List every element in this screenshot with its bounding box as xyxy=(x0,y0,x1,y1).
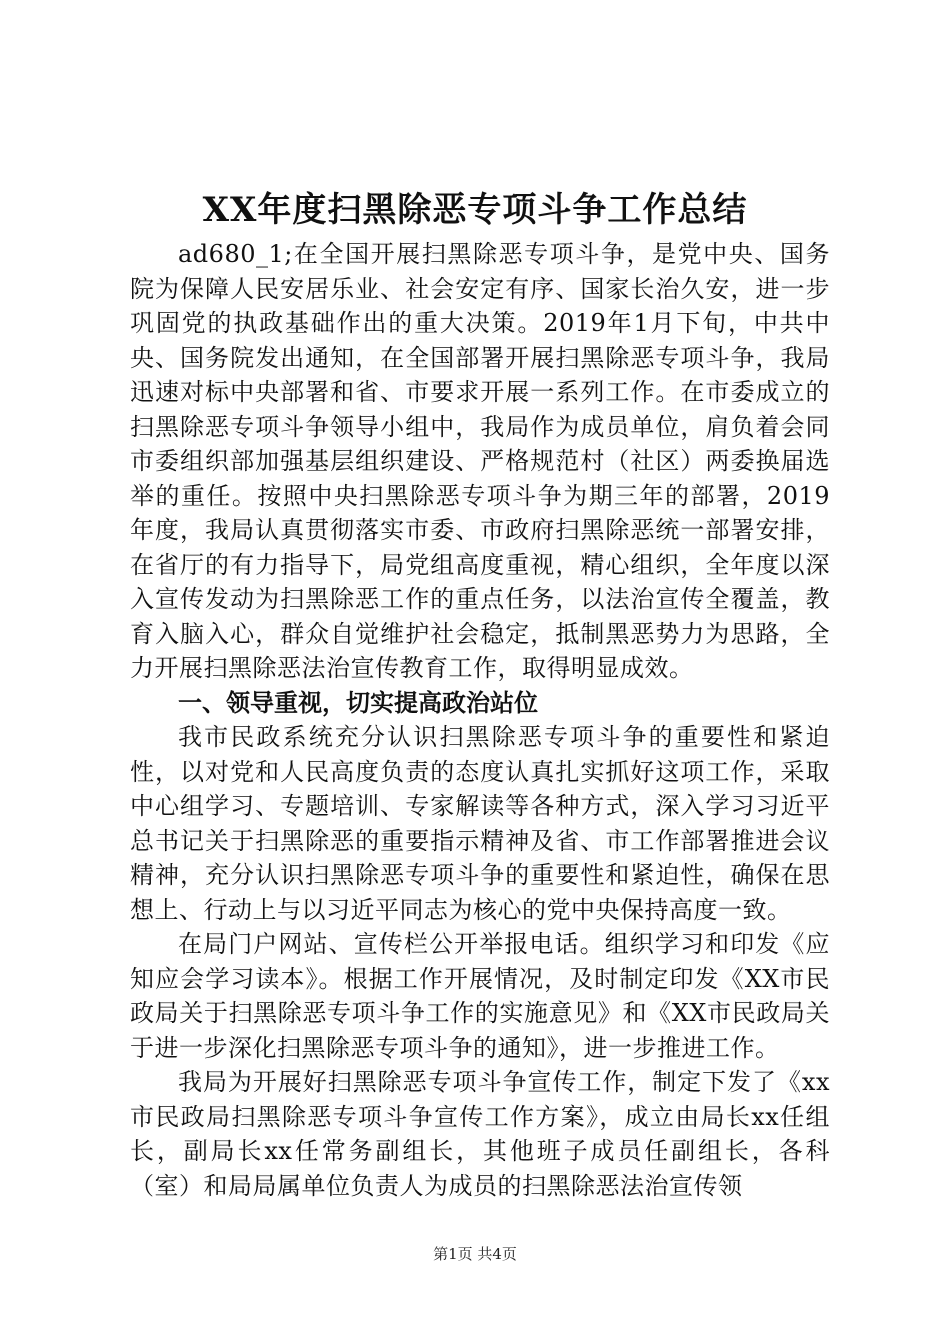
paragraph-intro: ad680_1;在全国开展扫黑除恶专项斗争，是党中央、国务院为保障人民安居乐业、社会安定有序、国家长治久安，进一步巩固党的执政基础作出的重大决策。2019年1月下旬，中共中央、国务院发出通知，在全国部署开展扫黑除恶专项斗争，我局迅速对标中央部署和省、市要求开展一系列工作。在市委成立的扫黑除恶专项斗争领导小组中，我局作为成员单位，肩负着会同市委组织部加强基层组织建设、严格规范村（社区）两委换届选举的重任。按照中央扫黑除恶专项斗争为期三年的部署，2019年度，我局认真贯彻落实市委、市政府扫黑除恶统一部署安排，在省厅的有力指导下，局党组高度重视，精心组织，全年度以深入宣传发动为扫黑除恶工作的重点任务，以法治宣传全覆盖，教育入脑入心，群众自觉维护社会稳定，抵制黑恶势力为思路，全力开展扫黑除恶法治宣传教育工作，取得明显成效。 xyxy=(130,240,830,682)
paragraph-publicity: 我局为开展好扫黑除恶专项斗争宣传工作，制定下发了《xx市民政局扫黑除恶专项斗争宣传工作方案》，成立由局长xx任组长，副局长xx任常务副组长，其他班子成员任副组长，各科（室）和局局属单位负责人为成员的扫黑除恶法治宣传领 xyxy=(130,1068,830,1200)
paragraph-reporting: 在局门户网站、宣传栏公开举报电话。组织学习和印发《应知应会学习读本》。根据工作开展情况，及时制定印发《XX市民政局关于扫黑除恶专项斗争工作的实施意见》和《XX市民政局关于进一步深化扫黑除恶专项斗争的通知》，进一步推进工作。 xyxy=(130,930,830,1062)
document-body xyxy=(130,237,830,1203)
paragraph-leadership: 我市民政系统充分认识扫黑除恶专项斗争的重要性和紧迫性，以对党和人民高度负责的态度认真扎实抓好这项工作，采取中心组学习、专题培训、专家解读等各种方式，深入学习习近平总书记关于扫黑除恶的重要指示精神及省、市工作部署推进会议精神，充分认识扫黑除恶专项斗争的重要性和紧迫性，确保在思想上、行动上与以习近平同志为核心的党中央保持高度一致。 xyxy=(130,723,830,924)
page-footer: 第1页 共4页 xyxy=(433,1245,517,1263)
document-title: XX年度扫黑除恶专项斗争工作总结 xyxy=(202,190,748,230)
section-heading: 一、领导重视，切实提高政治站位 xyxy=(178,688,538,717)
